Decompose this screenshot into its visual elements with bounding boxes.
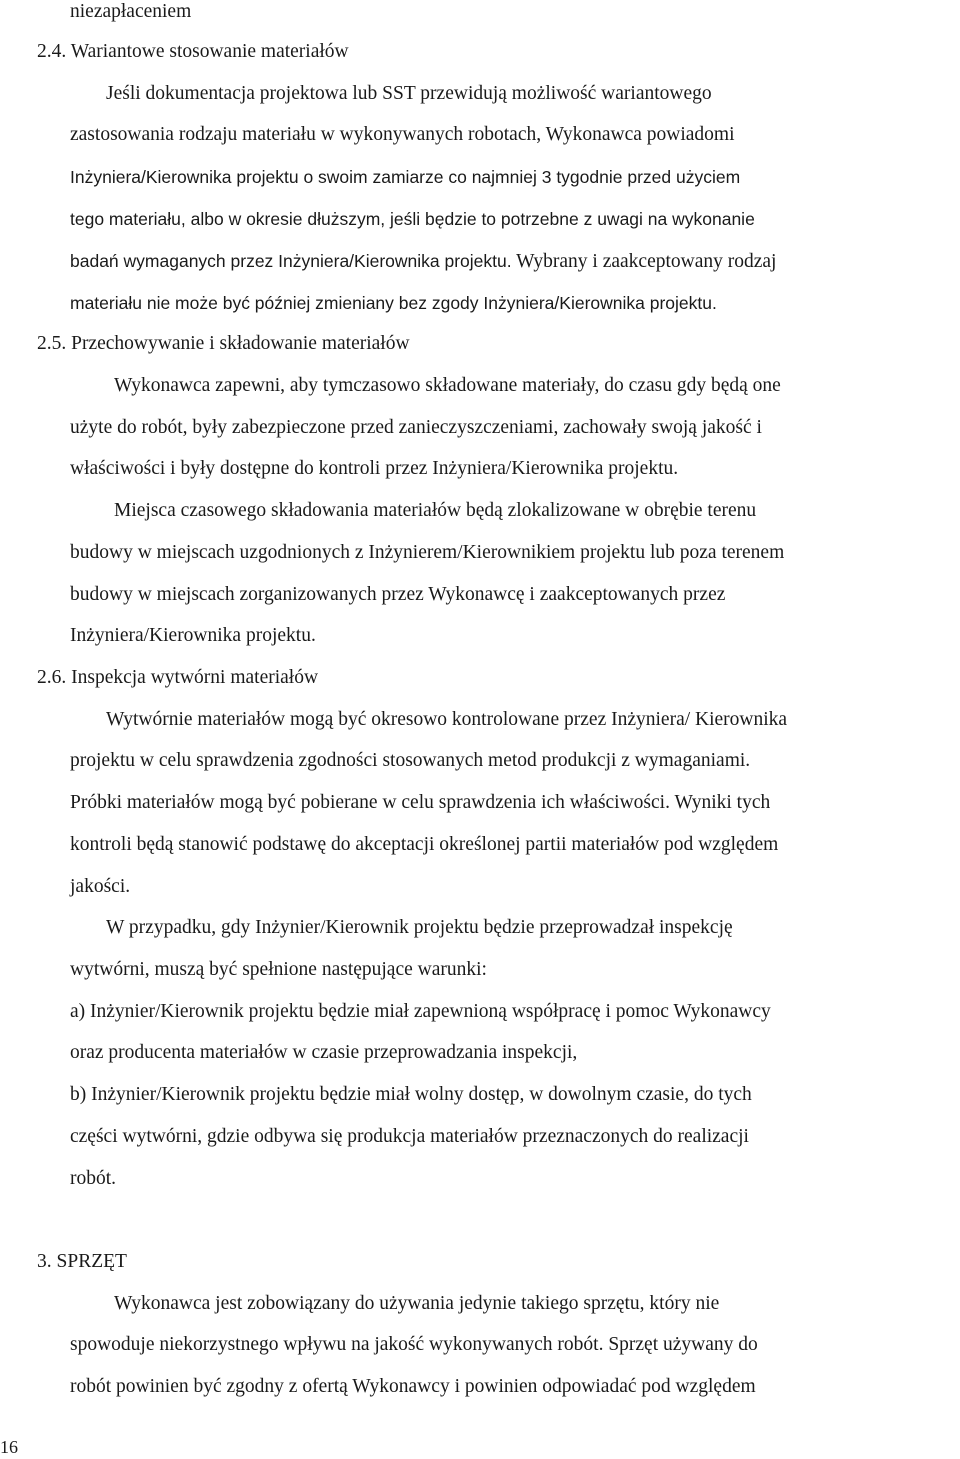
- text-line: zastosowania rodzaju materiału w wykonywanych robotach, Wykonawca powiadomi: [70, 124, 735, 145]
- text-line: użyte do robót, były zabezpieczone przed zanieczyszczeniami, zachowały swoją jakość i: [70, 417, 762, 438]
- text-line: Inżyniera/Kierownika projektu o swoim zamiarze co najmniej 3 tygodnie przed użyciem: [70, 167, 741, 187]
- text-line: materiału nie może być później zmieniany bez zgody Inżyniera/Kierownika projektu.: [70, 293, 717, 313]
- text-line: Wykonawca zapewni, aby tymczasowo składowane materiały, do czasu gdy będą one: [114, 375, 781, 396]
- text-line: budowy w miejscach zorganizowanych przez Wykonawcę i zaakceptowanych przez: [70, 584, 726, 605]
- text-line: kontroli będą stanowić podstawę do akceptacji określonej partii materiałów pod względem: [70, 834, 779, 855]
- text-line: Inżyniera/Kierownika projektu.: [70, 625, 316, 646]
- text-line: części wytwórni, gdzie odbywa się produkcja materiałów przeznaczonych do realizacji: [70, 1126, 749, 1147]
- text-line: W przypadku, gdy Inżynier/Kierownik projektu będzie przeprowadzał inspekcję: [106, 917, 733, 938]
- section-heading: 2.6. Inspekcja wytwórni materiałów: [37, 667, 319, 688]
- text-line: projektu w celu sprawdzenia zgodności stosowanych metod produkcji z wymaganiami.: [70, 750, 751, 771]
- text-line: [70, 249, 776, 274]
- text-line: oraz producenta materiałów w czasie przeprowadzania inspekcji,: [70, 1042, 578, 1063]
- text-line: właściwości i były dostępne do kontroli przez Inżyniera/Kierownika projektu.: [70, 458, 679, 479]
- section-heading: 2.4. Wariantowe stosowanie materiałów: [37, 41, 349, 62]
- text-line: robót powinien być zgodny z ofertą Wykonawcy i powinien odpowiadać pod względem: [70, 1376, 756, 1397]
- text-line: Próbki materiałów mogą być pobierane w celu sprawdzenia ich właściwości. Wyniki tych: [70, 792, 771, 813]
- page-number: 16: [0, 1437, 18, 1457]
- list-item: b) Inżynier/Kierownik projektu będzie miał wolny dostęp, w dowolnym czasie, do tych: [70, 1084, 752, 1105]
- text-line: budowy w miejscach uzgodnionych z Inżynierem/Kierownikiem projektu lub poza terenem: [70, 542, 785, 563]
- text-line: Wykonawca jest zobowiązany do używania jedynie takiego sprzętu, który nie: [114, 1293, 720, 1314]
- text-line: robót.: [70, 1168, 117, 1189]
- text-line: niezapłaceniem: [70, 1, 192, 22]
- text-span: badań wymaganych przez Inżyniera/Kierownika projektu.: [70, 251, 512, 271]
- text-line: Jeśli dokumentacja projektowa lub SST przewidują możliwość wariantowego: [106, 83, 712, 104]
- list-item: a) Inżynier/Kierownik projektu będzie miał zapewnioną współpracę i pomoc Wykonawcy: [70, 1001, 771, 1022]
- text-line: Miejsca czasowego składowania materiałów będą zlokalizowane w obrębie terenu: [114, 500, 757, 521]
- text-line: jakości.: [70, 876, 131, 897]
- chapter-heading: 3. SPRZĘT: [37, 1251, 127, 1272]
- text-line: tego materiału, albo w okresie dłuższym, jeśli będzie to potrzebne z uwagi na wykonanie: [70, 209, 755, 229]
- text-span: Wybrany i zaakceptowany rodzaj: [511, 251, 777, 272]
- text-line: Wytwórnie materiałów mogą być okresowo kontrolowane przez Inżyniera/ Kierownika: [106, 709, 788, 730]
- text-line: spowoduje niekorzystnego wpływu na jakość wykonywanych robót. Sprzęt używany do: [70, 1334, 758, 1355]
- text-line: wytwórni, muszą być spełnione następujące warunki:: [70, 959, 487, 980]
- section-heading: 2.5. Przechowywanie i składowanie materiałów: [37, 333, 410, 354]
